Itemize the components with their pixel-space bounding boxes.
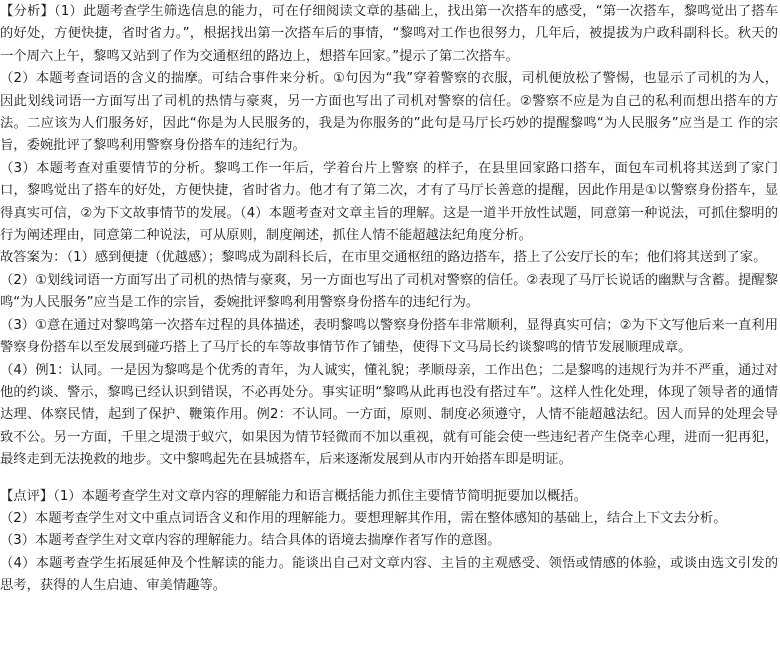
answer-paragraph-2: （2）①划线词语一方面写出了司机的热情与豪爽，另一方面也写出了司机对警察的信任。②表现了马厅长说话的幽默与含蓄。提醒黎鸣“为人民服务”应当是工作的宗旨，委婉批评黎鸣利用警察身份搭车的违纪行为。 xyxy=(0,272,778,311)
comment-section xyxy=(0,486,780,598)
analysis-paragraph-3: （3）本题考查对重要情节的分析。黎鸣工作一年后，学着台片上警察 的样子，在县里回家路口搭车，面包车司机将其送到了家门口，黎鸣觉出了搭车的好处，方便快捷，省时省力。他才有了第二次，才有了马厅长善意的提醒，因此作用是①以警察身份搭车，显得真实可信，②为下文故事情节的发展。（4）本题考查对文章主旨的理解。这是一道半开放性试题，同意第一种说法，可抓住黎明的行为阐述理由，同意第二种说法，可从原则，制度阐述，抓住人情不能超越法纪角度分析。 xyxy=(0,160,778,244)
comment-paragraph-4: （4）本题考查学生拓展延伸及个性解读的能力。能谈出自己对文章内容、主旨的主观感受、领悟或情感的体验，或谈由选文引发的思考，获得的人生启迪、审美情趣等。 xyxy=(0,555,778,594)
answer-paragraph-3: （3）①意在通过对黎鸣第一次搭车过程的具体描述，表明黎鸣以警察身份搭车非常顺利，显得真实可信；②为下文写他后来一直利用警察身份搭车以至发展到碰巧搭上了马厅长的车等故事情节作了铺垫，使得下文马局长约谈黎鸣的情节发展顺理成章。 xyxy=(0,317,778,356)
comment-paragraph-3: （3）本题考查学生对文章内容的理解能力。结合具体的语境去揣摩作者写作的意图。 xyxy=(0,533,501,549)
answer-paragraph-1: 故答案为：（1）感到便捷（优越感）；黎鸣成为副科长后，在市里交通枢纽的路边搭车，搭上了公安厅长的车；他们将其送到了家。 xyxy=(0,250,767,266)
comment-paragraph-2: （2）本题考查学生对文中重点词语含义和作用的理解能力。要想理解其作用，需在整体感知的基础上，结合上下文去分析。 xyxy=(0,510,727,526)
analysis-paragraph-2: （2）本题考查词语的含义的揣摩。可结合事件来分析。①句因为“我”穿着警察的衣服，司机便放松了警惕，也显示了司机的为人，因此划线词语一方面写出了司机的热情与豪爽，另一方面也写出了司机对警察的信任。②警察不应是为自己的私利而想出搭车的方法。二应该为人们服务好，因此“你是为人民服务的，我是为你服务的”此句是马厅长巧妙的提醒黎鸣“为人民服务”应当是工 作的宗旨，委婉批评了黎鸣利用警察身份搭车的违纪行为。 xyxy=(0,71,778,154)
analysis-paragraph-1: 【分析】（1）此题考查学生筛选信息的能力，可在仔细阅读文章的基础上，找出第一次搭车的感受，“第一次搭车，黎鸣觉出了搭车的好处，方便快捷，省时省力。”，根据找出第一次搭车后的事情，“黎鸣对工作也很努力，几年后，被提拔为户政科副科长。秋天的一个周六上午，黎鸣又站到了作为交通枢纽的路边上，想搭车回家。”提示了第二次搭车。 xyxy=(0,4,778,64)
answer-paragraph-4: （4）例1：认同。一是因为黎鸣是个优秀的青年，为人诚实，懂礼貌；孝顺母亲，工作出色；二是黎鸣的违规行为并不严重，通过对他的约谈、警示，黎鸣已经认识到错误，不必再处分。事实证明“黎鸣从此再也没有搭过车”。这样人性化处理，体现了领导者的通情达理、体察民情，起到了保护、鞭策作用。例2：不认同。一方面，原则、制度必须遵守，人情不能超越法纪。因人而异的处理会导致不公。另一方面，千里之堤溃于蚁穴，如果因为情节轻微而不加以重视，就有可能会使一些违纪者产生侥幸心理，进而一犯再犯，最终走到无法挽救的地步。文中黎鸣起先在县城搭车，后来逐渐发展到从市内开始搭车即是明证。 xyxy=(0,362,778,468)
comment-paragraph-1: 【点评】（1）本题考查学生对文章内容的理解能力和语言概括能力抓住主要情节简明扼要加以概括。 xyxy=(0,488,587,504)
